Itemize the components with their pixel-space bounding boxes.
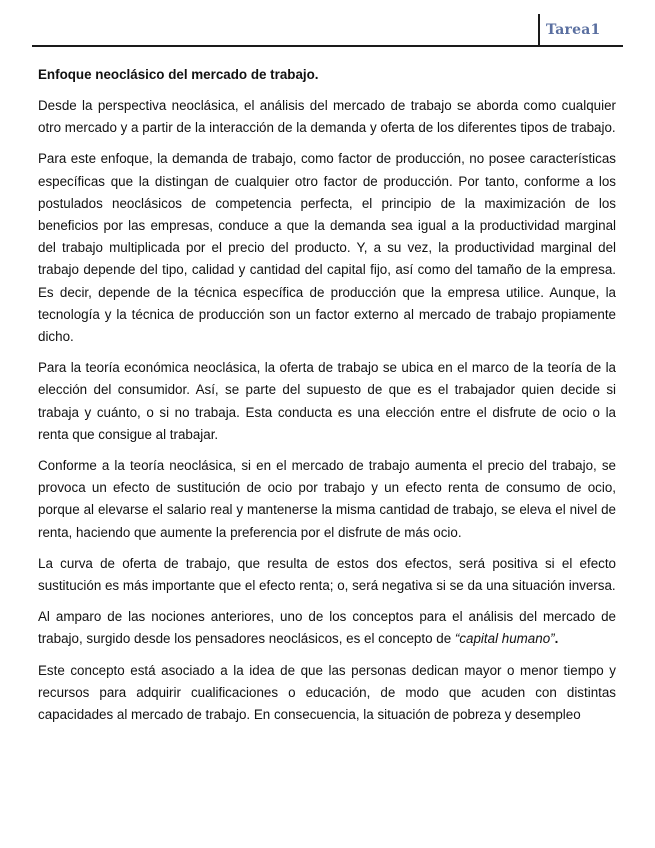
paragraph-7: Este concepto está asociado a la idea de que las personas dedican mayor o menor tiempo y recursos para adquirir cualificaciones o educación, de modo que acuden con distintas capacidades al mercado de trabajo. En consecuencia, la situación de pobreza y desempleo <box>38 662 616 723</box>
header-tab-divider <box>538 14 540 46</box>
paragraph-6 <box>38 606 616 650</box>
paragraph-3: Para la teoría económica neoclásica, la oferta de trabajo se ubica en el marco de la teoría de la elección del consumidor. Así, se parte del supuesto de que es el trabajador quien decide si trabaja y cuánto, o si no trabaja. Esta conducta es una elección entre el disfrute de ocio o la renta que consigue al trabajar. <box>38 360 616 442</box>
paragraph-2: Para este enfoque, la demanda de trabajo, como factor de producción, no posee características específicas que la distingan de cualquier otro factor de producción. Por tanto, conforme a los postulados neoclásicos de competencia perfecta, el principio de la maximización de los beneficios por las empresas, conduce a que la demanda sea igual a la productividad marginal del trabajo multiplicada por el precio del producto. Y, a su vez, la productividad marginal del trabajo depende del tipo, calidad y cantidad del capital fijo, así como del tamaño de la empresa. Es decir, depende de la técnica específica de producción que la empresa utilice. Aunque, la tecnología y la técnica de producción son un factor externo al mercado de trabajo propiamente dicho. <box>38 151 616 345</box>
paragraph-6-text: Al amparo de las nociones anteriores, uno de los conceptos para el análisis del mercado de trabajo, surgido desde los pensadores neoclásicos, es el concepto de <box>38 609 616 647</box>
header-label: Tarea1 <box>546 22 601 38</box>
paragraph-1: Desde la perspectiva neoclásica, el análisis del mercado de trabajo se aborda como cualquier otro mercado y a partir de la interacción de la demanda y oferta de los diferentes tipos de trabajo. <box>38 98 616 136</box>
document-title: Enfoque neoclásico del mercado de trabajo. <box>38 67 319 82</box>
document-body <box>38 64 616 735</box>
paragraph-6-end: . <box>554 631 559 647</box>
page-header <box>0 0 655 48</box>
header-rule <box>32 45 623 47</box>
paragraph-4: Conforme a la teoría neoclásica, si en el mercado de trabajo aumenta el precio del trabajo, se provoca un efecto de sustitución de ocio por trabajo y un efecto renta de consumo de ocio, porque al elevarse el salario real y mantenerse la misma cantidad de trabajo, se eleva el nivel de renta, haciendo que aumente la preferencia por el disfrute de más ocio. <box>38 458 616 540</box>
paragraph-5: La curva de oferta de trabajo, que resulta de estos dos efectos, será positiva si el efecto sustitución es más importante que el efecto renta; o, será negativa si se da una situación inversa. <box>38 555 616 594</box>
capital-humano-term: “capital humano” <box>454 631 555 647</box>
